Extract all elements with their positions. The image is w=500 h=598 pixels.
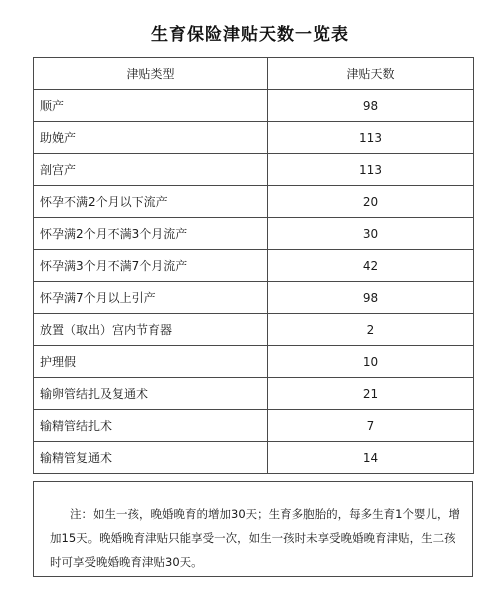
allowance-type-cell: 怀孕满3个月不满7个月流产 [34,250,268,282]
page-title: 生育保险津贴天数一览表 [151,25,349,45]
table-row [34,378,474,410]
table-row [34,282,474,314]
table-row [34,218,474,250]
table-row [34,442,474,474]
allowance-type-cell: 输卵管结扎及复通术 [34,378,268,410]
table-row [34,122,474,154]
allowance-days-cell: 98 [268,90,474,122]
footnote-text: 注：如生一孩，晚婚晚育的增加30天；生育多胞胎的，每多生育1个婴儿，增加15天。晚婚晚育津贴只能享受一次，如生一孩时未享受晚婚晚育津贴，生二孩时可享受晚婚晚育津贴30天。 [50,507,460,569]
allowance-type-cell: 助娩产 [34,122,268,154]
allowance-type-cell: 怀孕不满2个月以下流产 [34,186,268,218]
table-row [34,314,474,346]
allowance-days-cell: 20 [268,186,474,218]
allowance-days-cell: 30 [268,218,474,250]
allowance-type-cell: 怀孕满7个月以上引产 [34,282,268,314]
allowance-days-cell: 7 [268,410,474,442]
table-row [34,410,474,442]
table-row [34,346,474,378]
allowance-days-cell: 14 [268,442,474,474]
table-row [34,154,474,186]
allowance-type-cell: 剖宫产 [34,154,268,186]
table-header-row [34,58,474,90]
allowance-days-cell: 2 [268,314,474,346]
footnote-box [33,481,473,577]
table-row [34,250,474,282]
allowance-days-cell: 113 [268,154,474,186]
allowance-table [33,57,474,474]
allowance-days-cell: 21 [268,378,474,410]
allowance-type-cell: 输精管结扎术 [34,410,268,442]
allowance-type-cell: 输精管复通术 [34,442,268,474]
allowance-days-cell: 98 [268,282,474,314]
allowance-type-cell: 护理假 [34,346,268,378]
allowance-type-cell: 放置（取出）宫内节育器 [34,314,268,346]
header-allowance-type: 津贴类型 [34,58,268,90]
allowance-days-cell: 42 [268,250,474,282]
allowance-type-cell: 顺产 [34,90,268,122]
table-row [34,90,474,122]
table-row [34,186,474,218]
allowance-days-cell: 10 [268,346,474,378]
allowance-type-cell: 怀孕满2个月不满3个月流产 [34,218,268,250]
header-allowance-days: 津贴天数 [268,58,474,90]
allowance-days-cell: 113 [268,122,474,154]
